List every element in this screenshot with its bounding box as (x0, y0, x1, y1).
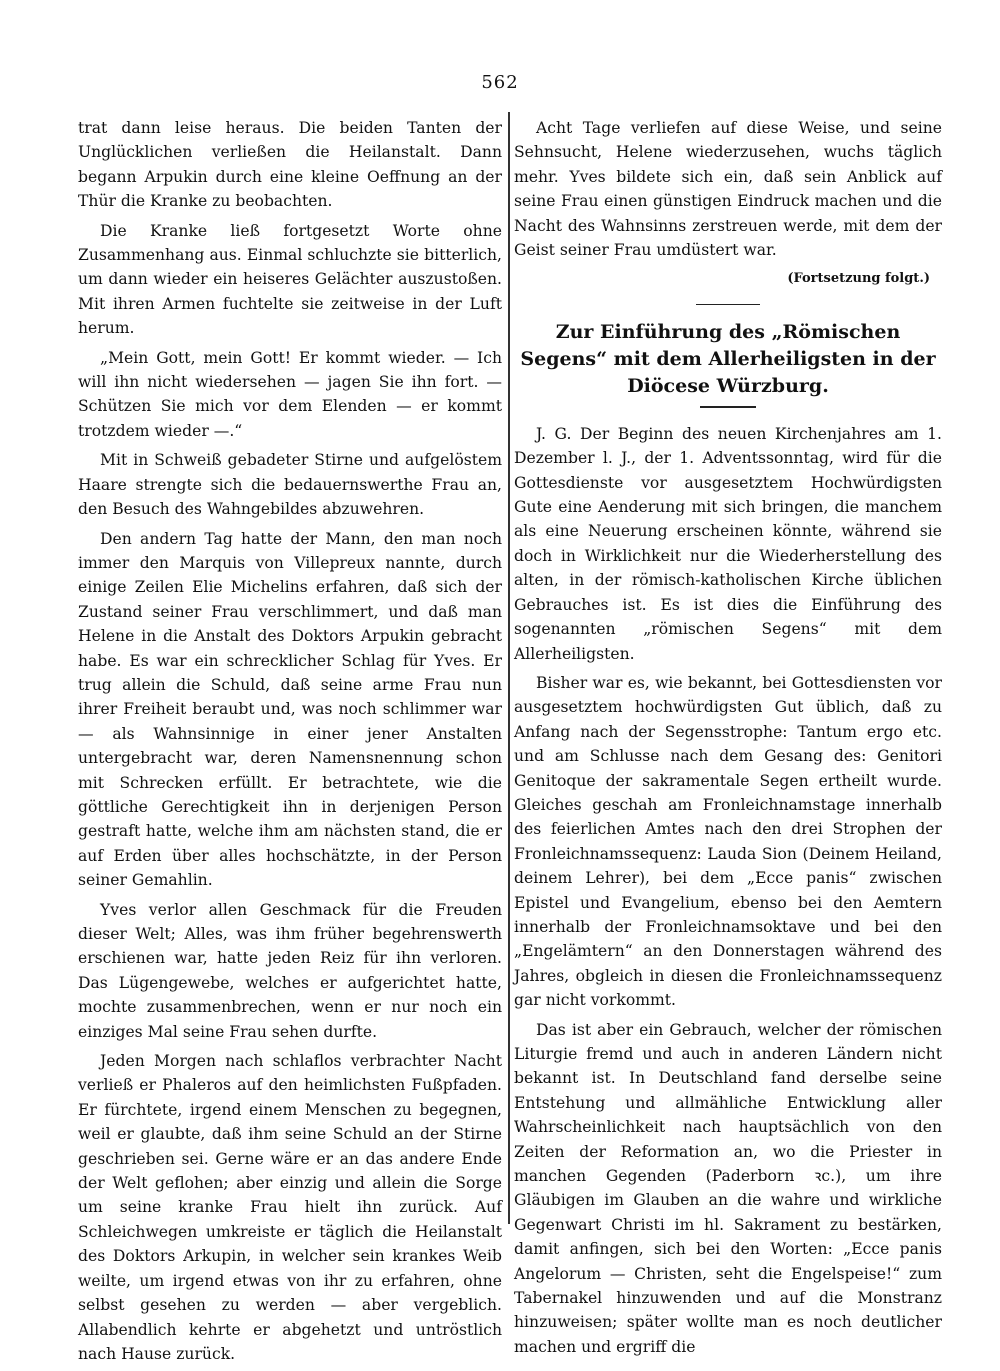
story-paragraph: Yves verlor allen Geschmack für die Freuden dieser Welt; Alles, was ihm früher begehrenswerth erschienen war, hatte jeden Reiz für ihn verloren. Das Lügengewebe, welches er aufgerichtet hatte, mochte zusammenbrechen, wenn er nur noch ein einziges Mal seine Frau sehen durfte. (78, 900, 502, 1041)
story-paragraph: Den andern Tag hatte der Mann, den man noch immer den Marquis von Villepreux nannte, durch einige Zeilen Elie Michelins erfahren, daß sich der Zustand seiner Frau verschlimmert, und daß man Helene in die Anstalt des Doktors Arpukin gebracht habe. Es war ein schrecklicher Schlag für Yves. Er trug allein die Schuld, daß seine arme Frau nun ihrer Freiheit beraubt und, was noch schlimmer war — als Wahnsinnige in einer jener Anstalten untergebracht war, deren Namensnennung schon mit Schrecken erfüllt. Er betrachtete, wie die göttliche Gerechtigkeit ihn in derjenigen Person gestraft hatte, welche ihm am nächsten stand, die er auf Erden über alles hochschätzte, in der Person seiner Gemahlin. (78, 529, 502, 890)
story-paragraph: Mit in Schweiß gebadeter Stirne und aufgelöstem Haare strengte sich die bedauernswerthe Frau an, den Besuch des Wahngebildes abzuwehren. (78, 451, 502, 519)
story-paragraph: „Mein Gott, mein Gott! Er kommt wieder. — Ich will ihn nicht wiedersehen — jagen Sie ihn fort. — Schützen Sie mich vor dem Elenden — er kommt trotzdem wieder —.“ (78, 348, 502, 440)
headline-divider (700, 406, 756, 408)
page-number: 562 (481, 72, 519, 93)
story-paragraph: Jeden Morgen nach schlaflos verbrachter Nacht verließ er Phaleros auf den heimlichsten Fußpfaden. Er fürchtete, irgend einem Menschen zu begegnen, weil er glaubte, daß ihm seine Schuld an der Stirne geschrieben sei. Gerne wäre er an das andere Ende der Welt geflohen; aber einzig und allein die Sorge um seine kranke Frau hielt ihn zurück. Auf Schleichwegen umkreiste er täglich die Heilanstalt des Doktors Arkupin, in welcher sein krankes Weib weilte, um irgend etwas von ihr zu erfahren, ohne selbst gesehen zu werden — aber vergeblich. Allabendlich kehrte er abgehetzt und untröstlich nach Hause zurück. (78, 1052, 502, 1363)
column-divider (508, 112, 510, 1224)
continuation-note: (Fortsetzung folgt.) (787, 271, 930, 287)
left-column (78, 116, 502, 1371)
article-paragraph: Das ist aber ein Gebrauch, welcher der römischen Liturgie fremd und auch in anderen Ländern nicht bekannt ist. In Deutschland fand derselbe seine Entstehung und allmähliche Entwicklung aller Wahrscheinlichkeit nach hauptsächlich von den Zeiten der Reformation an, wo die Priester in manchen Gegenden (Paderborn ꝛc.), um ihre Gläubigen im Glauben an die wahre und wirkliche Gegenwart Christi im hl. Sakrament zu bestärken, damit anfingen, sich bei den Worten: „Ecce panis Angelorum — Christen, seht die Engelspeise!“ zum Tabernakel hinzuwenden und auf die Monstranz hinzuweisen; später wollte man es noch deutlicher machen und ergriff die (514, 1020, 942, 1356)
story-paragraph: trat dann leise heraus. Die beiden Tanten der Unglücklichen verließen die Heilanstalt. Dann begann Arpukin durch eine kleine Oeffnung an der Thür die Kranke zu beobachten. (78, 119, 502, 211)
article-paragraph: J. G. Der Beginn des neuen Kirchenjahres am 1. Dezember l. J., der 1. Adventssonntag, wird für die Gottesdienste vor ausgesetztem Hochwürdigsten Gute eine Aenderung mit sich bringen, die manchem als eine Neuerung erscheinen könnte, während sie doch in Wirklichkeit nur die Wiederherstellung des alten, in der römisch-katholischen Kirche üblichen Gebrauches ist. Es ist dies die Einführung des sogenannten „römischen Segens“ mit dem Allerheiligsten. (514, 424, 942, 663)
article-paragraph: Bisher war es, wie bekannt, bei Gottesdiensten vor ausgesetztem hochwürdigsten Gut üblich, daß zu Anfang nach der Segensstrophe: Tantum ergo etc. und am Schlusse nach dem Gesang des: Genitori Genitoque der sakramentale Segen ertheilt wurde. Gleiches geschah am Fronleichnamstage innerhalb des feierlichen Amtes nach den drei Strophen der Fronleichnamssequenz: Lauda Sion (Deinem Heiland, deinem Lehrer), bei dem „Ecce panis“ zwischen Epistel und Evangelium, ebenso bei den Aemtern innerhalb der Fronleichnamsoktave und bei den „Engelämtern“ an den Donnerstagen während des Jahres, obgleich in diesen die Fronleichnamssequenz gar nicht vorkommt. (514, 673, 942, 1010)
article-headline: Zur Einführung des „Römischen Segens“ mit dem Allerheiligsten in der Diöcese Würzburg. (520, 321, 936, 398)
section-divider (696, 304, 760, 306)
story-paragraph: Acht Tage verliefen auf diese Weise, und seine Sehnsucht, Helene wiederzusehen, wuchs täglich mehr. Yves bildete sich ein, daß sein Anblick auf seine Frau einen günstigen Eindruck machen und die Nacht des Wahnsinns zerstreuen werde, mit dem der Geist seiner Frau umdüstert war. (514, 119, 942, 260)
story-paragraph: Die Kranke ließ fortgesetzt Worte ohne Zusammenhang aus. Einmal schluchzte sie bitterlich, um dann wieder ein heiseres Gelächter auszustoßen. Mit ihren Armen fuchtelte sie zeitweise in der Luft herum. (78, 221, 502, 338)
right-column (514, 116, 942, 1364)
